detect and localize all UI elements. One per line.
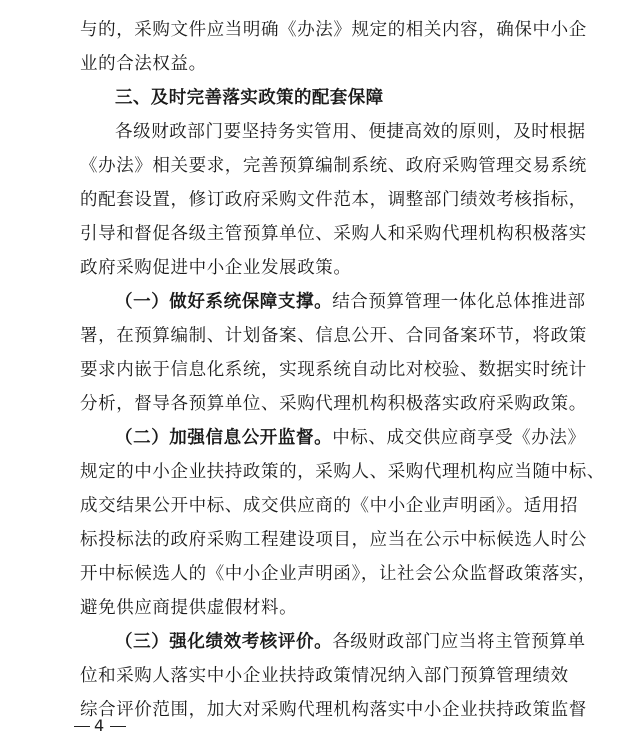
text-line: 规定的中小企业扶持政策的，采购人、采购代理机构应当随中标、 — [80, 462, 605, 482]
text-run: 中标、成交供应商享受《办法》 — [332, 428, 586, 448]
text-line: 成交结果公开中标、成交供应商的《中小企业声明函》。适用招 — [80, 496, 579, 516]
text-line: 各级财政部门要坚持务实管用、便捷高效的原则，及时根据 — [115, 122, 586, 142]
subheading-1: （一）做好系统保障支撑。 — [115, 292, 333, 312]
text-run: 结合预算管理一体化总体推进部 — [332, 292, 586, 312]
text-line: 位和采购人落实中小企业扶持政策情况纳入部门预算管理绩效 — [80, 666, 569, 686]
subheading-3: （三）强化绩效考核评价。 — [115, 632, 333, 652]
section-heading: 三、及时完善落实政策的配套保障 — [115, 88, 384, 108]
subheading-2: （二）加强信息公开监督。 — [115, 428, 333, 448]
page-number: 4 — [94, 716, 107, 735]
text-line: 避免供应商提供虚假材料。 — [80, 598, 298, 618]
text-line: 的配套设置，修订政府采购文件范本，调整部门绩效考核指标， — [80, 190, 587, 210]
text-line: 引导和督促各级主管预算单位、采购人和采购代理机构积极落实 — [80, 224, 587, 244]
text-line: 综合评价范围，加大对采购代理机构落实中小企业扶持政策监督 — [80, 700, 587, 720]
text-line: 要求内嵌于信息化系统，实现系统自动比对校验、数据实时统计 — [80, 360, 587, 380]
text-line: 政府采购促进中小企业发展政策。 — [80, 258, 352, 278]
dash-left — [74, 726, 90, 727]
paragraph-line — [115, 632, 586, 652]
page-footer — [70, 716, 130, 735]
paragraph-line — [115, 292, 586, 312]
text-line: 与的，采购文件应当明确《办法》规定的相关内容，确保中小企 — [80, 20, 587, 40]
text-line: 业的合法权益。 — [80, 54, 207, 74]
text-line: 开中标候选人的《中小企业声明函》，让社会公众监督政策落实， — [80, 564, 597, 584]
text-line: 标投标法的政府采购工程建设项目，应当在公示中标候选人时公 — [80, 530, 587, 550]
text-run: 各级财政部门应当将主管预算单 — [332, 632, 586, 652]
text-line: 署，在预算编制、计划备案、信息公开、合同备案环节，将政策 — [80, 326, 587, 346]
text-line: 分析，督导各预算单位、采购代理机构积极落实政府采购政策。 — [80, 394, 587, 414]
paragraph-line — [115, 428, 586, 448]
text-line: 《办法》相关要求，完善预算编制系统、政府采购管理交易系统 — [80, 156, 587, 176]
dash-right — [110, 726, 126, 727]
